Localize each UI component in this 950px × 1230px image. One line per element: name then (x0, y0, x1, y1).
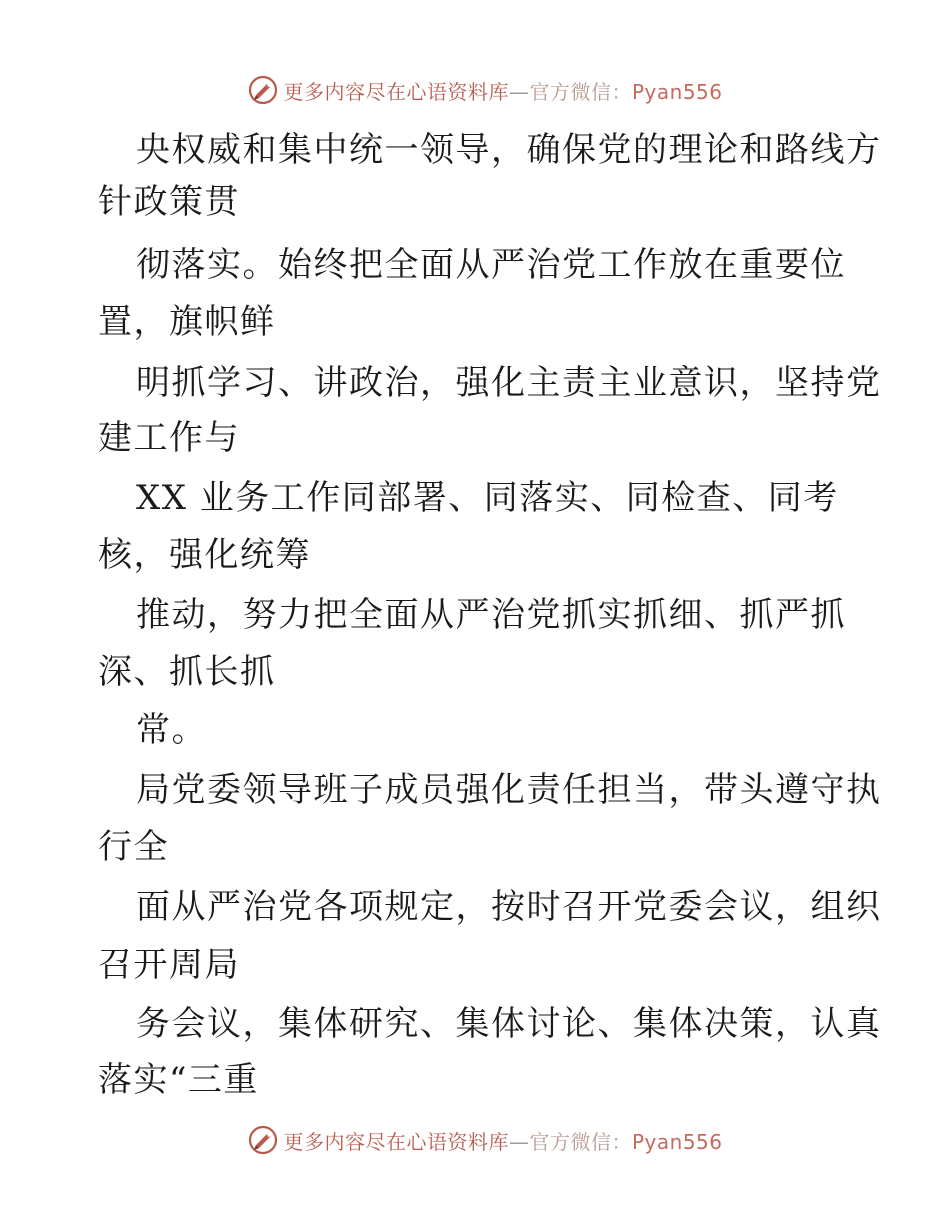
paragraph-line: 深、抓长抓 (98, 652, 276, 692)
paragraph-line: 落实“三重 (98, 1060, 259, 1100)
header-banner (0, 70, 950, 110)
header-banner-text (283, 76, 722, 105)
paragraph-line: 局党委领导班子成员强化责任担当，带头遵守执 (136, 770, 882, 810)
paragraph-line: 常。 (136, 710, 207, 750)
paragraph-line: 推动，努力把全面从严治党抓实抓细、抓严抓 (136, 595, 846, 635)
paragraph-line: 建工作与 (98, 418, 240, 458)
footer-banner (0, 1120, 950, 1160)
banner-dash: — (508, 79, 530, 104)
banner-account-id: Pyan556 (631, 79, 723, 104)
header-banner-inner (247, 74, 722, 106)
banner-site-text: 更多内容尽在心语资料库 (283, 1129, 509, 1154)
paragraph-line: 务会议，集体研究、集体讨论、集体决策，认真 (136, 1004, 882, 1044)
pen-logo-icon (247, 1124, 279, 1156)
pen-logo-icon (247, 74, 279, 106)
paragraph-line: 面从严治党各项规定，按时召开党委会议，组织 (136, 887, 882, 927)
paragraph-line: 明抓学习、讲政治，强化主责主业意识，坚持党 (136, 363, 882, 403)
banner-account-id: Pyan556 (631, 1129, 723, 1154)
banner-official-label: 官方微信： (529, 1129, 632, 1154)
paragraph-line: 彻落实。始终把全面从严治党工作放在重要位 (136, 245, 846, 285)
banner-dash: — (508, 1129, 530, 1154)
paragraph-line: XX 业务工作同部署、同落实、同检查、同考 (136, 478, 839, 518)
footer-banner-text (283, 1126, 722, 1155)
paragraph-line: 行全 (98, 827, 169, 867)
paragraph-line: 核，强化统筹 (98, 535, 311, 575)
paragraph-line: 针政策贯 (98, 182, 240, 222)
banner-official-label: 官方微信： (529, 79, 632, 104)
paragraph-line: 央权威和集中统一领导，确保党的理论和路线方 (136, 130, 882, 170)
footer-banner-inner (247, 1124, 722, 1156)
paragraph-line: 召开周局 (98, 945, 240, 985)
banner-site-text: 更多内容尽在心语资料库 (283, 79, 509, 104)
paragraph-line: 置，旗帜鲜 (98, 302, 276, 342)
